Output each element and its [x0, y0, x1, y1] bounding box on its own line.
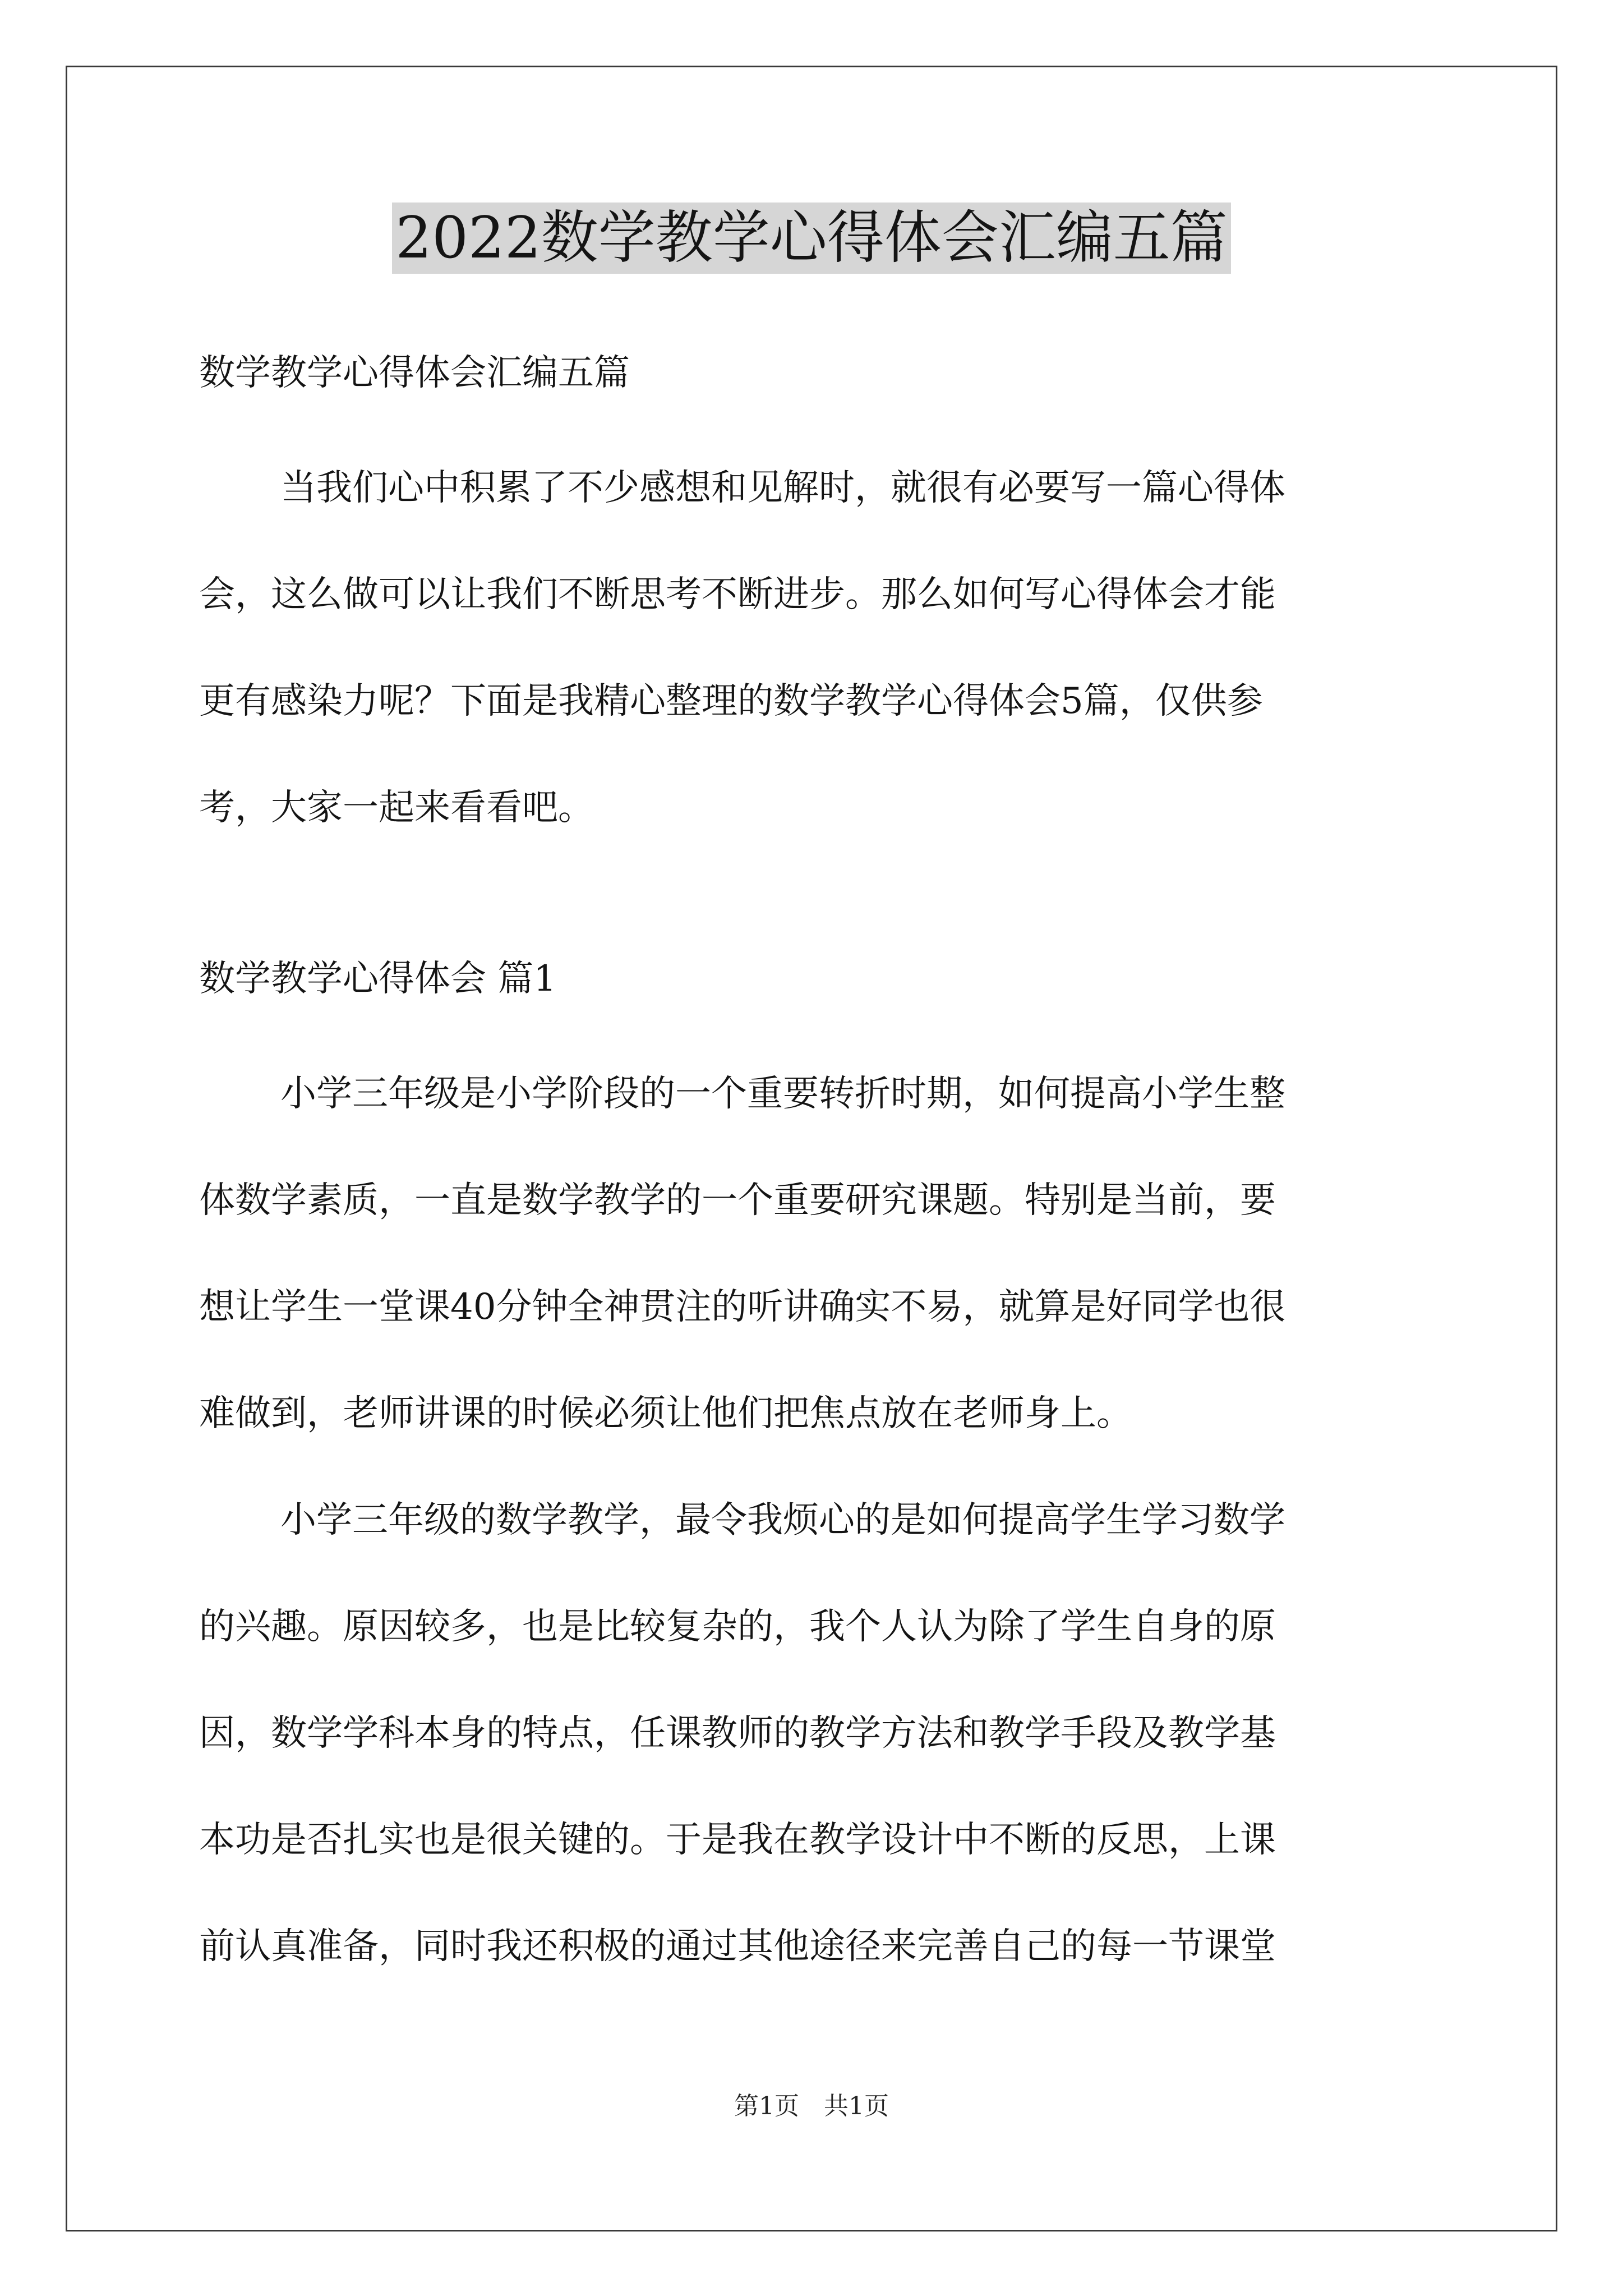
intro-line: 更有感染力呢？下面是我精心整理的数学教学心得体会5篇，仅供参	[199, 680, 1263, 722]
paragraph-line: 小学三年级是小学阶段的一个重要转折时期，如何提高小学生整	[280, 1073, 1285, 1115]
paragraph-line: 体数学素质，一直是数学教学的一个重要研究课题。特别是当前，要	[199, 1180, 1276, 1221]
document-title-text: 2022数学教学心得体会汇编五篇	[392, 203, 1231, 274]
page-number-footer: 第1页 共1页	[734, 2092, 889, 2120]
document-subtitle: 数学教学心得体会汇编五篇	[199, 352, 630, 394]
document-title	[0, 199, 1623, 278]
paragraph-line: 难做到，老师讲课的时候必须让他们把焦点放在老师身上。	[199, 1393, 1132, 1434]
intro-line: 会，这么做可以让我们不断思考不断进步。那么如何写心得体会才能	[199, 574, 1276, 615]
intro-line: 当我们心中积累了不少感想和见解时，就很有必要写一篇心得体	[280, 467, 1285, 509]
paragraph-line: 小学三年级的数学教学，最令我烦心的是如何提高学生学习数学	[280, 1499, 1285, 1541]
paragraph-line: 想让学生一堂课40分钟全神贯注的听讲确实不易，就算是好同学也很	[199, 1286, 1286, 1328]
intro-line: 考，大家一起来看看吧。	[199, 787, 594, 829]
section-heading: 数学教学心得体会 篇1	[199, 958, 557, 1000]
paragraph-line: 因，数学学科本身的特点，任课教师的教学方法和教学手段及教学基	[199, 1713, 1276, 1754]
paragraph-line: 的兴趣。原因较多，也是比较复杂的，我个人认为除了学生自身的原	[199, 1606, 1276, 1648]
paragraph-line: 前认真准备，同时我还积极的通过其他途径来完善自己的每一节课堂	[199, 1926, 1276, 1967]
paragraph-line: 本功是否扎实也是很关键的。于是我在教学设计中不断的反思，上课	[199, 1819, 1276, 1861]
